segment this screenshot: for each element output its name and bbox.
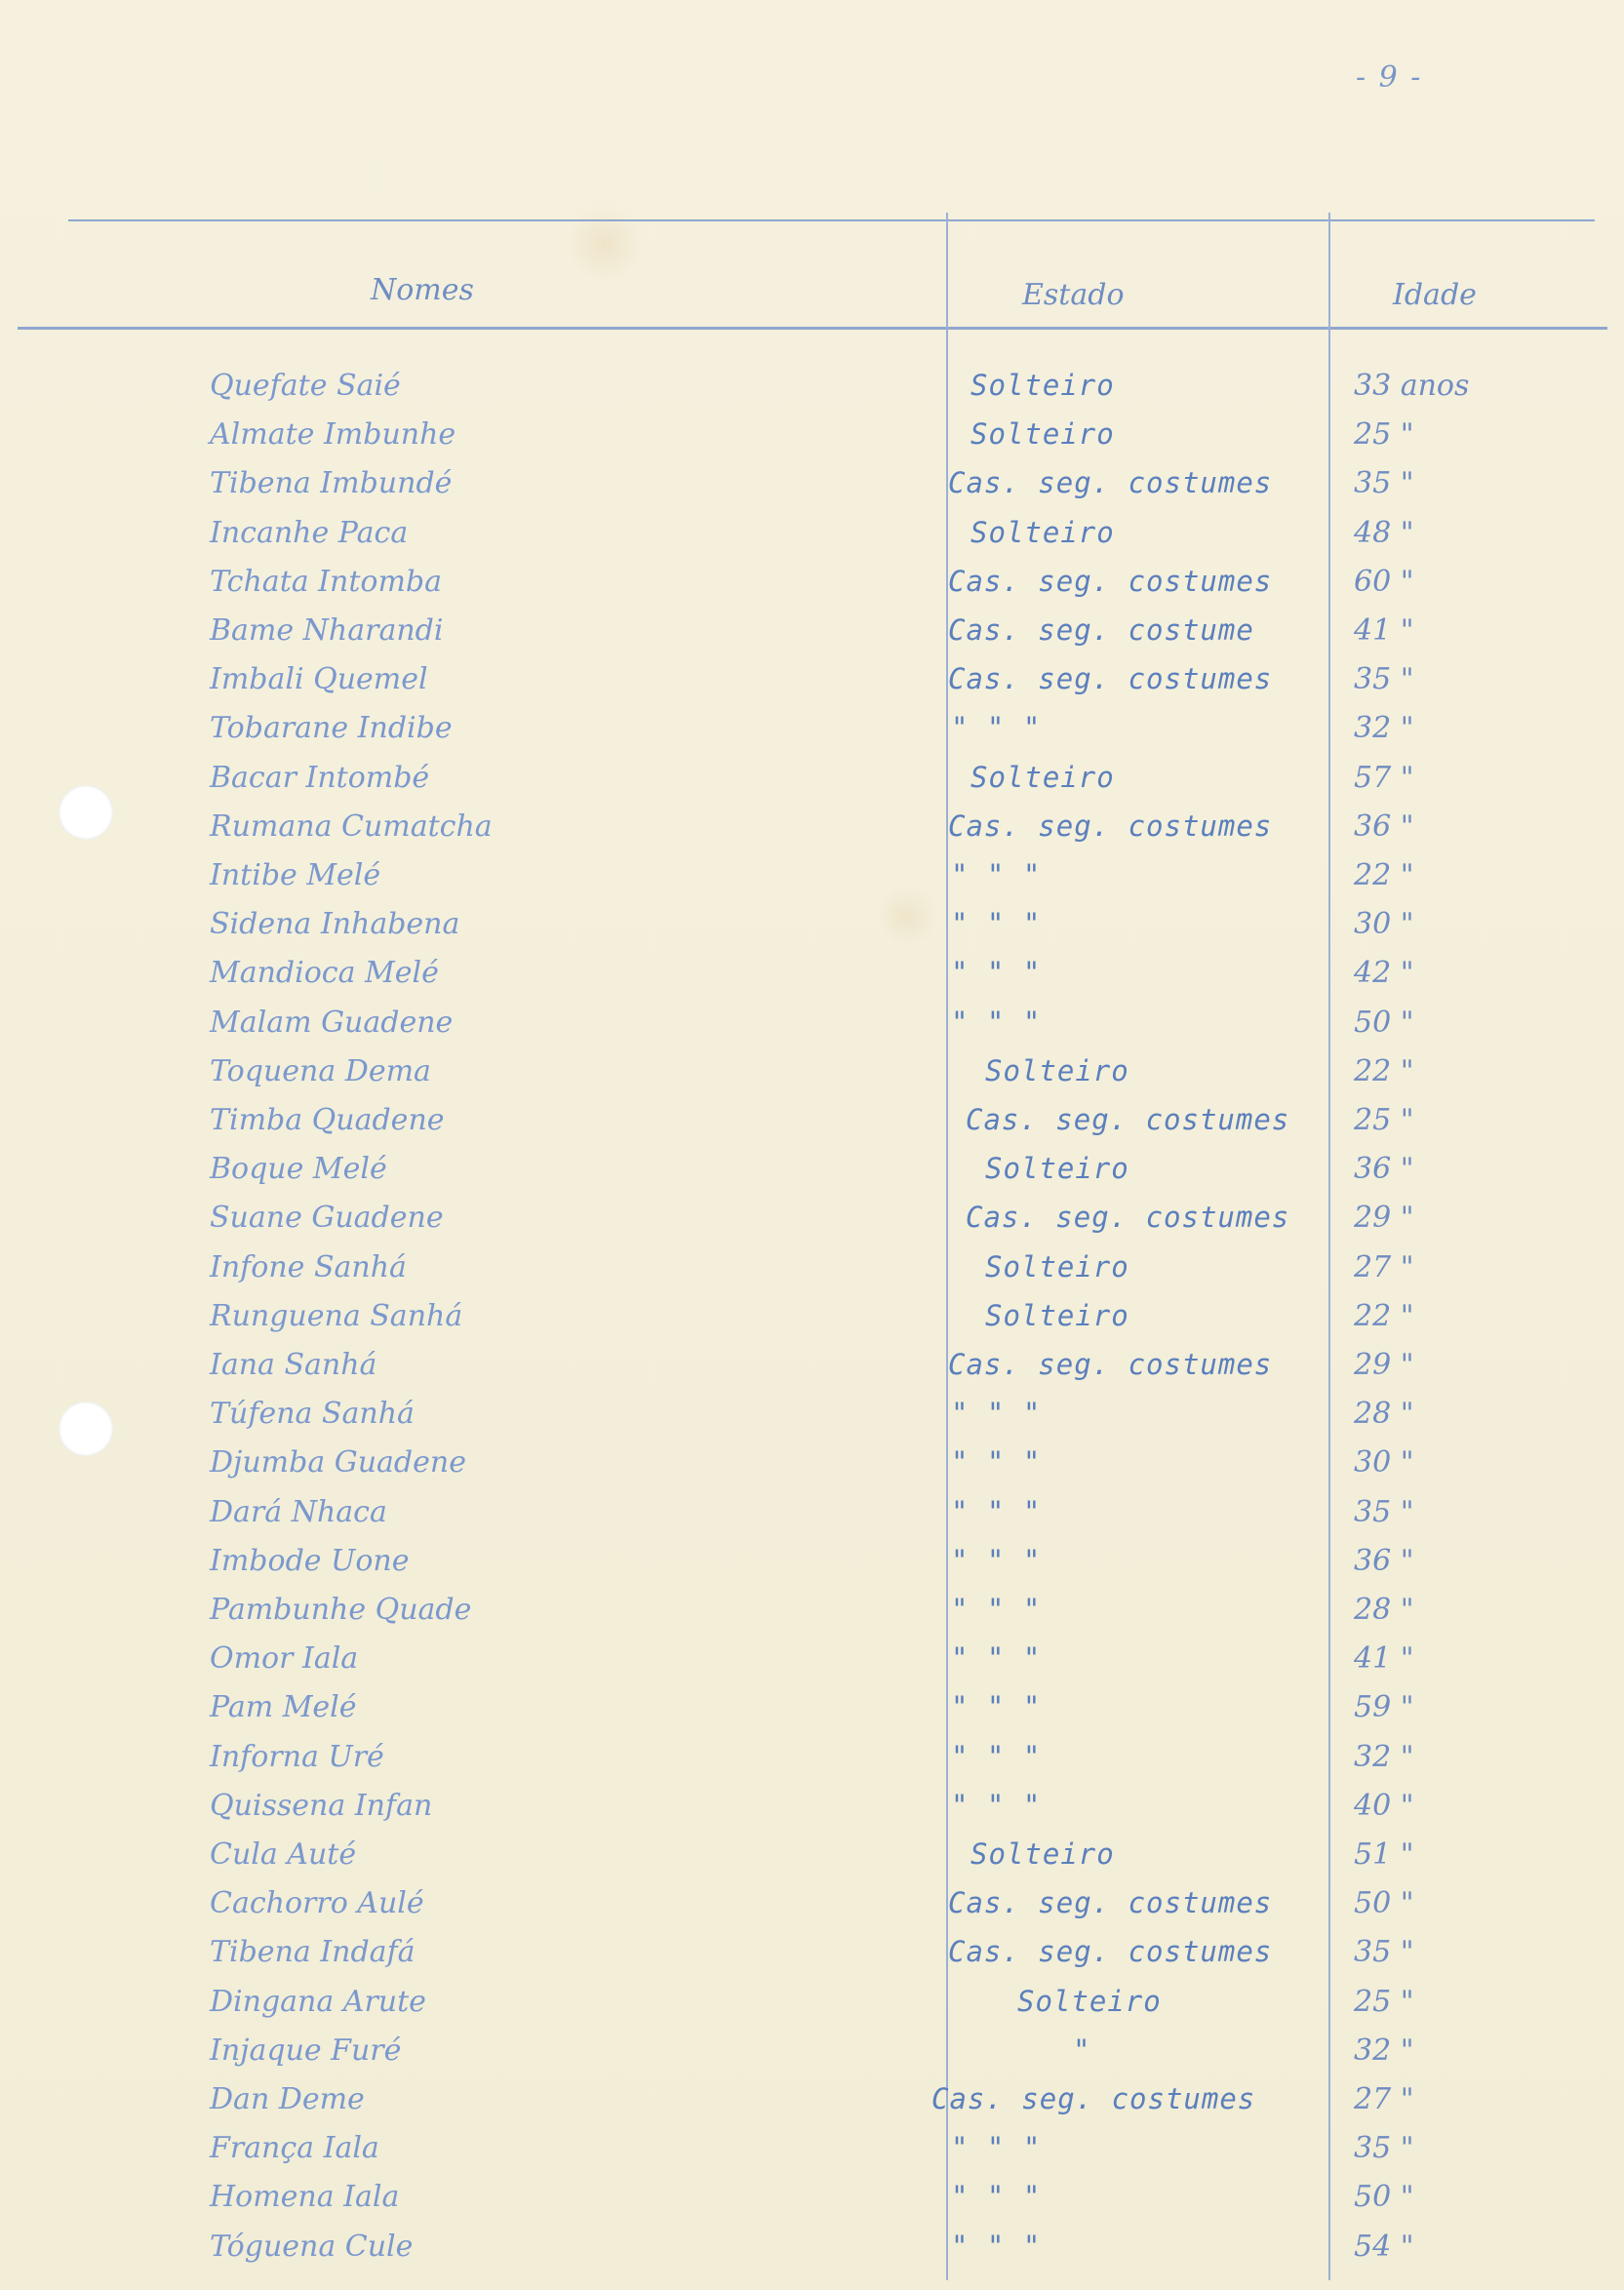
cell-estado: Cas. seg. costume: [948, 613, 1254, 647]
table-row: [0, 1593, 1624, 1641]
cell-nome: Boque Melé: [210, 1152, 387, 1187]
cell-idade: 27 ": [1354, 2082, 1414, 2116]
cell-idade: 36 ": [1354, 1543, 1414, 1578]
table-row: [0, 565, 1624, 613]
cell-nome: Cachorro Aulé: [210, 1886, 424, 1921]
page-number: - 9 -: [1356, 60, 1423, 95]
cell-idade: 41 ": [1354, 1641, 1414, 1677]
cell-estado: " " ": [951, 1788, 1042, 1822]
cell-nome: Imbali Quemel: [210, 662, 428, 697]
cell-idade: 40 ": [1354, 1788, 1414, 1823]
cell-estado: Solteiro: [970, 417, 1115, 452]
cell-estado: Solteiro: [985, 1298, 1129, 1332]
table-row: [0, 1348, 1624, 1397]
table-row: [0, 2033, 1624, 2082]
cell-idade: 28 ": [1354, 1593, 1414, 1627]
cell-nome: Malam Guadene: [210, 1005, 454, 1040]
cell-idade: 35 ": [1354, 1494, 1414, 1529]
table-row: [0, 809, 1624, 858]
table-row: [0, 1837, 1624, 1886]
cell-estado: Solteiro: [970, 1837, 1115, 1871]
cell-nome: Dan Deme: [210, 2082, 365, 2116]
cell-idade: 22 ": [1354, 1298, 1414, 1333]
header-nomes: Nomes: [371, 273, 474, 307]
table-row: [0, 613, 1624, 662]
cell-idade: 30 ": [1354, 1445, 1414, 1481]
cell-nome: Djumba Guadene: [210, 1445, 466, 1481]
table-row: [0, 1201, 1624, 1249]
table-row: [0, 711, 1624, 760]
table-row: [0, 1152, 1624, 1201]
cell-nome: Quissena Infan: [210, 1788, 433, 1823]
header-bottom-rule: [18, 327, 1607, 330]
table-row: [0, 1054, 1624, 1103]
cell-nome: Imbode Uone: [210, 1543, 410, 1578]
cell-idade: 42 ": [1354, 956, 1414, 991]
cell-estado: Solteiro: [970, 515, 1115, 549]
table-row: [0, 956, 1624, 1005]
cell-nome: Dingana Arute: [210, 1984, 426, 2019]
cell-idade: 22 ": [1354, 858, 1414, 892]
table-row: [0, 1250, 1624, 1299]
cell-nome: Tchata Intomba: [210, 564, 442, 599]
cell-estado: " " ": [951, 1005, 1042, 1039]
cell-estado: Cas. seg. costumes: [948, 662, 1273, 696]
cell-nome: Tibena Indafá: [210, 1935, 416, 1970]
cell-nome: França Iala: [210, 2131, 379, 2166]
cell-idade: 25 ": [1354, 1984, 1414, 2019]
cell-estado: Cas. seg. costumes: [966, 1201, 1290, 1235]
table-row: [0, 1544, 1624, 1593]
cell-nome: Bame Nharandi: [210, 613, 444, 648]
cell-nome: Tóguena Cule: [210, 2229, 414, 2264]
cell-idade: 25 ": [1354, 417, 1414, 453]
cell-idade: 35 ": [1354, 2131, 1414, 2166]
table-row: [0, 369, 1624, 417]
cell-estado: " " ": [951, 1739, 1042, 1773]
cell-nome: Bacar Intombé: [210, 760, 430, 795]
cell-nome: Intibe Melé: [210, 858, 381, 892]
cell-estado: " " ": [951, 956, 1042, 990]
cell-estado: " " ": [951, 1543, 1042, 1577]
table-row: [0, 1397, 1624, 1445]
cell-nome: Injaque Furé: [210, 2033, 402, 2068]
punch-hole-lower: [59, 1402, 113, 1456]
table-row: [0, 907, 1624, 956]
cell-idade: 28 ": [1354, 1397, 1414, 1432]
cell-estado: Cas. seg. costumes: [948, 1348, 1273, 1381]
header-estado: Estado: [1022, 278, 1125, 312]
cell-estado: Solteiro: [970, 369, 1115, 402]
table-row: [0, 1740, 1624, 1789]
table-row: [0, 2082, 1624, 2131]
cell-idade: 50 ": [1354, 2180, 1414, 2215]
table-row: [0, 516, 1624, 565]
table-row: [0, 761, 1624, 809]
cell-estado: " " ": [951, 1690, 1042, 1724]
table-row: [0, 1690, 1624, 1739]
cell-estado: ": [1073, 2033, 1091, 2067]
table-top-rule: [68, 219, 1595, 221]
cell-nome: Sidena Inhabena: [210, 907, 460, 942]
table-row: [0, 466, 1624, 515]
cell-nome: Runguena Sanhá: [210, 1298, 463, 1333]
cell-estado: Cas. seg. costumes: [948, 1935, 1273, 1969]
table-row: [0, 1103, 1624, 1152]
table-row: [0, 1985, 1624, 2033]
cell-idade: 32 ": [1354, 2033, 1414, 2068]
cell-nome: Suane Guadene: [210, 1201, 444, 1236]
cell-idade: 25 ": [1354, 1103, 1414, 1137]
table-row: [0, 1445, 1624, 1494]
cell-idade: 35 ": [1354, 466, 1414, 501]
cell-idade: 33 anos: [1354, 369, 1470, 403]
cell-nome: Toquena Dema: [210, 1053, 431, 1088]
cell-nome: Inforna Uré: [210, 1739, 384, 1774]
cell-idade: 32 ": [1354, 711, 1414, 746]
cell-nome: Infone Sanhá: [210, 1249, 407, 1284]
cell-idade: 32 ": [1354, 1739, 1414, 1774]
table-row: [0, 662, 1624, 711]
cell-nome: Rumana Cumatcha: [210, 809, 493, 844]
cell-nome: Quefate Saié: [210, 369, 401, 403]
cell-estado: Cas. seg. costumes: [931, 2082, 1256, 2115]
cell-nome: Pam Melé: [210, 1690, 357, 1725]
cell-estado: Solteiro: [985, 1053, 1129, 1087]
cell-nome: Incanhe Paca: [210, 515, 409, 550]
cell-estado: Cas. seg. costumes: [948, 564, 1273, 598]
cell-estado: " " ": [951, 2131, 1042, 2165]
cell-nome: Almate Imbunhe: [210, 417, 456, 453]
cell-nome: Tobarane Indibe: [210, 711, 453, 746]
cell-estado: Cas. seg. costumes: [948, 466, 1273, 500]
cell-estado: Solteiro: [970, 760, 1115, 794]
cell-idade: 36 ": [1354, 809, 1414, 844]
cell-estado: " " ": [951, 1494, 1042, 1528]
cell-nome: Omor Iala: [210, 1641, 359, 1677]
cell-nome: Dará Nhaca: [210, 1494, 387, 1529]
cell-estado: " " ": [951, 1397, 1042, 1431]
cell-nome: Timba Quadene: [210, 1103, 445, 1137]
header-idade: Idade: [1393, 278, 1477, 312]
cell-estado: " " ": [951, 2229, 1042, 2263]
cell-estado: Solteiro: [985, 1152, 1129, 1186]
cell-idade: 48 ": [1354, 515, 1414, 550]
cell-nome: Cula Auté: [210, 1837, 357, 1872]
cell-nome: Pambunhe Quade: [210, 1593, 472, 1627]
cell-nome: Túfena Sanhá: [210, 1397, 415, 1432]
cell-estado: " " ": [951, 1445, 1042, 1480]
cell-idade: 29 ": [1354, 1348, 1414, 1382]
cell-estado: " " ": [951, 907, 1042, 941]
cell-idade: 36 ": [1354, 1152, 1414, 1187]
table-row: [0, 1495, 1624, 1544]
punch-hole-upper: [59, 785, 113, 840]
table-row: [0, 2230, 1624, 2278]
cell-estado: " " ": [951, 858, 1042, 891]
table-row: [0, 1641, 1624, 1690]
cell-estado: " " ": [951, 711, 1042, 745]
cell-idade: 35 ": [1354, 1935, 1414, 1970]
cell-idade: 51 ": [1354, 1837, 1414, 1872]
cell-idade: 27 ": [1354, 1249, 1414, 1284]
cell-estado: " " ": [951, 1641, 1042, 1676]
cell-idade: 50 ": [1354, 1005, 1414, 1040]
cell-nome: Homena Iala: [210, 2180, 400, 2215]
table-row: [0, 2180, 1624, 2229]
cell-idade: 35 ": [1354, 662, 1414, 697]
table-row: [0, 1006, 1624, 1054]
table-row: [0, 1935, 1624, 1984]
cell-idade: 57 ": [1354, 760, 1414, 795]
table-row: [0, 2131, 1624, 2180]
cell-idade: 54 ": [1354, 2229, 1414, 2264]
table-row: [0, 858, 1624, 907]
cell-nome: Iana Sanhá: [210, 1348, 377, 1382]
cell-idade: 41 ": [1354, 613, 1414, 648]
cell-idade: 59 ": [1354, 1690, 1414, 1725]
cell-nome: Tibena Imbundé: [210, 466, 453, 501]
table-row: [0, 1789, 1624, 1837]
cell-estado: " " ": [951, 1593, 1042, 1626]
cell-estado: Solteiro: [985, 1249, 1129, 1283]
cell-idade: 50 ": [1354, 1886, 1414, 1921]
cell-estado: Cas. seg. costumes: [948, 1886, 1273, 1920]
cell-nome: Mandioca Melé: [210, 956, 439, 991]
cell-idade: 30 ": [1354, 907, 1414, 942]
cell-estado: Cas. seg. costumes: [948, 809, 1273, 843]
cell-estado: Cas. seg. costumes: [966, 1103, 1290, 1136]
cell-idade: 60 ": [1354, 564, 1414, 599]
table-row: [0, 417, 1624, 466]
table-row: [0, 1886, 1624, 1935]
cell-idade: 29 ": [1354, 1201, 1414, 1236]
cell-estado: Solteiro: [1017, 1984, 1162, 2018]
cell-idade: 22 ": [1354, 1053, 1414, 1088]
cell-estado: " " ": [951, 2180, 1042, 2214]
table-row: [0, 1299, 1624, 1348]
